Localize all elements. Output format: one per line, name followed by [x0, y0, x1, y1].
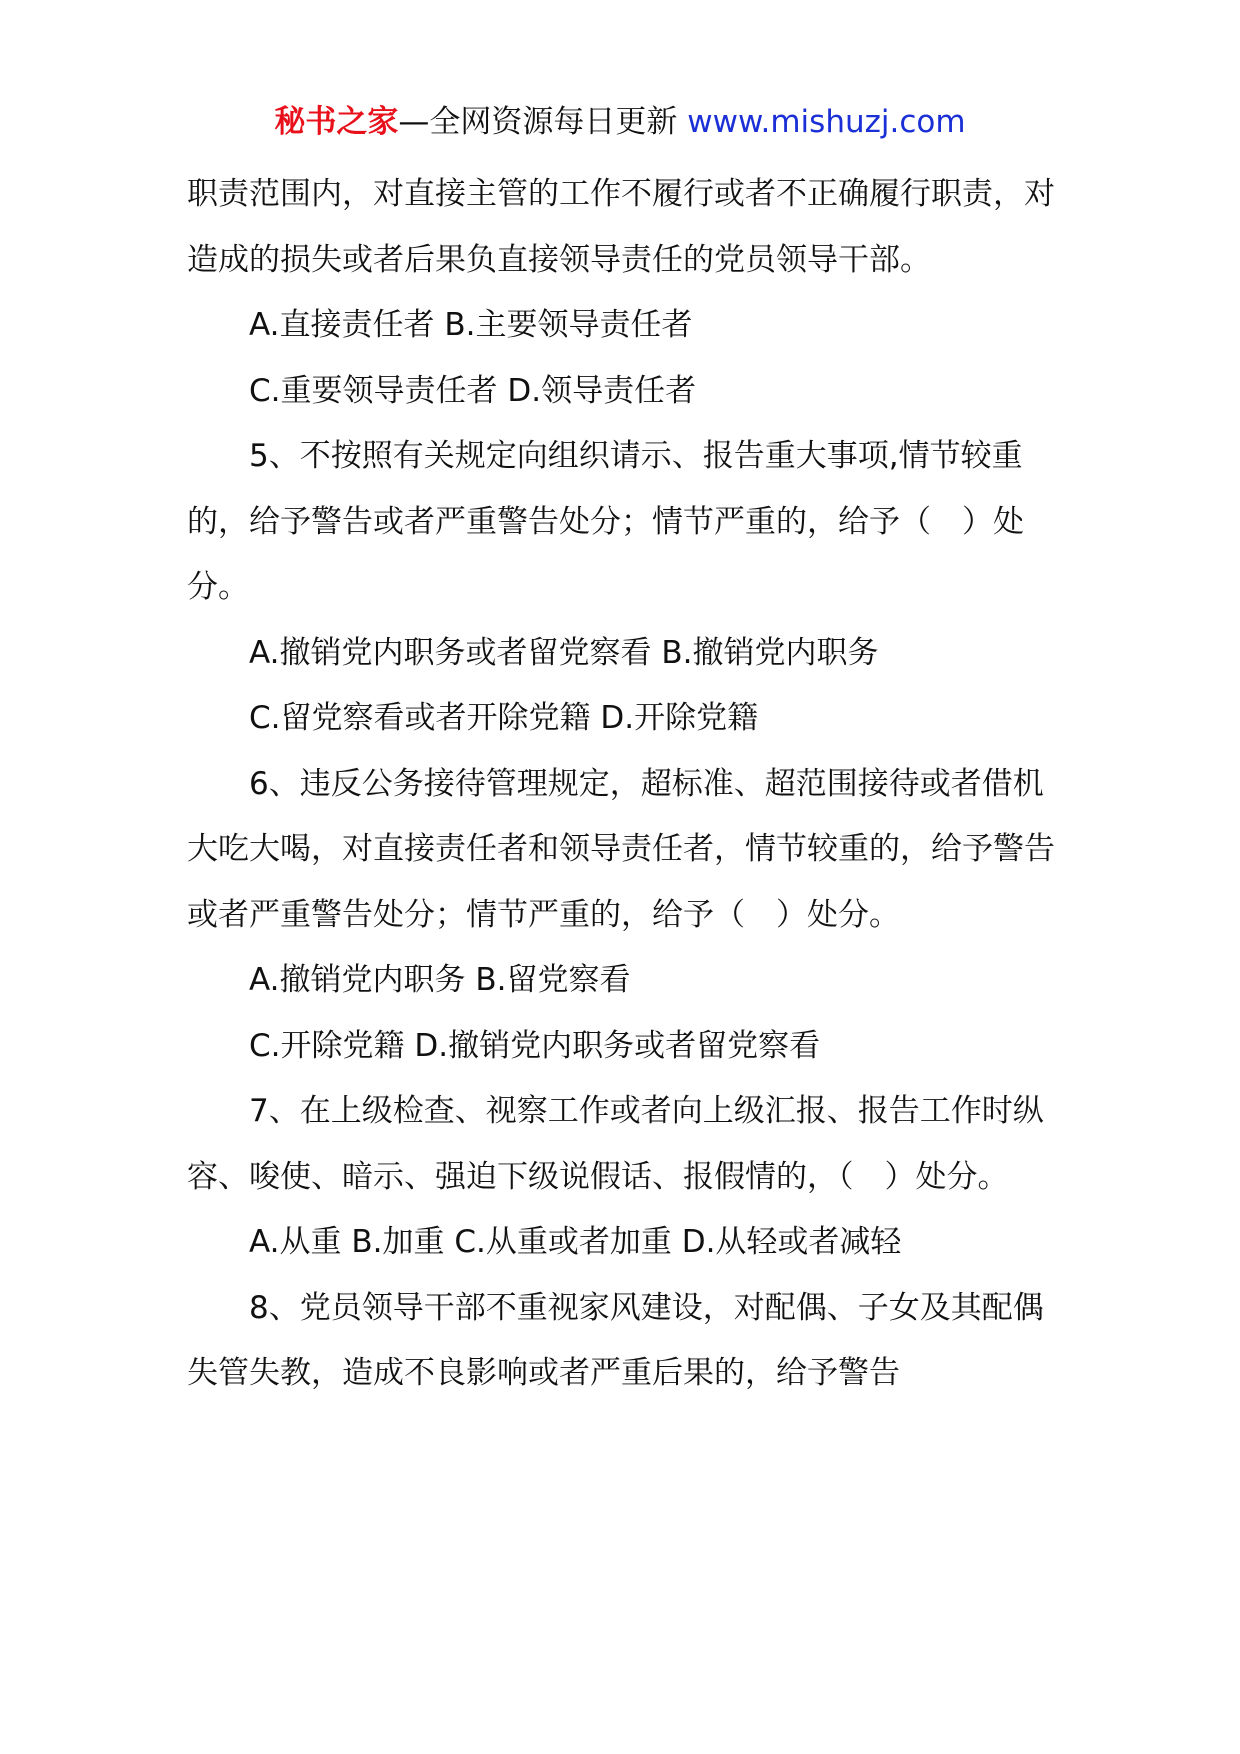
brand-name: 秘书之家 — [274, 104, 399, 140]
answer-options: C.留党察看或者开除党籍 D.开除党籍 — [249, 700, 759, 736]
answer-options: A.直接责任者 B.主要领导责任者 — [249, 307, 693, 343]
header-tagline: —全网资源每日更新 — [398, 104, 678, 140]
site-url-link[interactable]: www.mishuzj.com — [687, 104, 966, 140]
paragraph: 职责范围内，对直接主管的工作不履行或者不正确履行职责，对造成的损失或者后果负直接领导责任的党员领导干部。 — [187, 176, 1055, 278]
answer-options: C.开除党籍 D.撤销党内职务或者留党察看 — [249, 1027, 821, 1064]
question-7: 7、在上级检查、视察工作或者向上级汇报、报告工作时纵容、唆使、暗示、强迫下级说假话、报假情的，（ ）处分。 — [187, 1093, 1044, 1195]
question-5: 5、不按照有关规定向组织请示、报告重大事项,情节较重的，给予警告或者严重警告处分；情节严重的，给予（ ）处分。 — [187, 438, 1024, 605]
question-6: 6、违反公务接待管理规定，超标准、超范围接待或者借机大吃大喝，对直接责任者和领导责任者，情节较重的，给予警告或者严重警告处分；情节严重的，给予（ ）处分。 — [187, 765, 1055, 933]
answer-options: A.撤销党内职务 B.留党察看 — [249, 962, 631, 998]
site-header — [0, 100, 1240, 144]
answer-options: A.撤销党内职务或者留党察看 B.撤销党内职务 — [249, 634, 879, 671]
question-8: 8、党员领导干部不重视家风建设，对配偶、子女及其配偶失管失教，造成不良影响或者严重后果的，给予警告 — [187, 1289, 1044, 1391]
answer-options: C.重要领导责任者 D.领导责任者 — [249, 372, 697, 409]
document-body — [187, 162, 1057, 1407]
answer-options: A.从重 B.加重 C.从重或者加重 D.从轻或者减轻 — [249, 1224, 902, 1260]
